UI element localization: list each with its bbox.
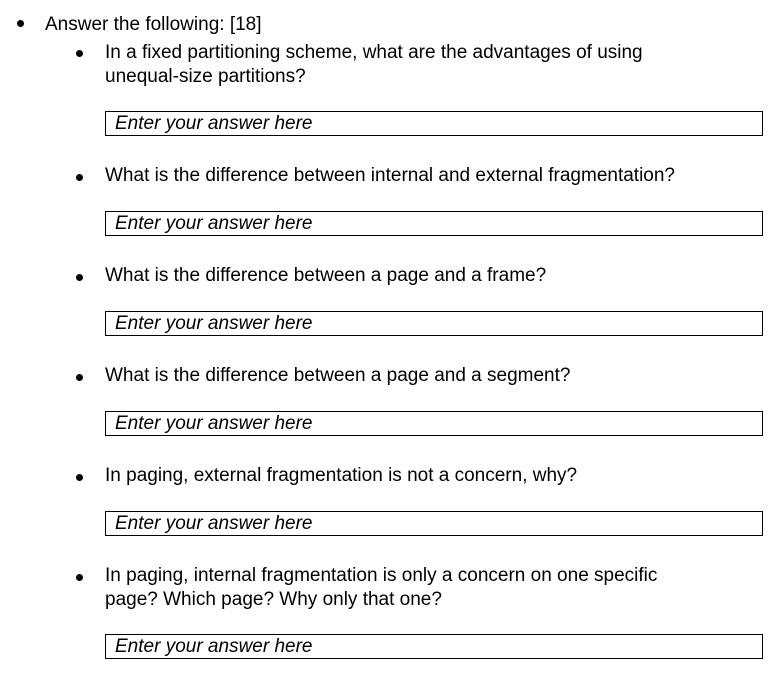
answer-field[interactable] [105, 411, 763, 436]
question-text: What is the difference between a page and a segment? [105, 365, 571, 386]
section-heading: Answer the following: [18] [45, 14, 262, 35]
answer-field[interactable] [105, 111, 763, 136]
question-text: In paging, internal fragmentation is only a concern on one specific page? Which page? Why only that one? [105, 565, 658, 610]
bullet-icon [76, 274, 83, 281]
bullet-icon [76, 50, 83, 57]
answer-field[interactable] [105, 634, 763, 659]
question-text: In a fixed partitioning scheme, what are the advantages of using unequal-size partitions? [105, 42, 643, 87]
answer-field[interactable] [105, 311, 763, 336]
question-text: What is the difference between a page and a frame? [105, 265, 547, 286]
bullet-icon [17, 20, 24, 27]
answer-placeholder: Enter your answer here [115, 636, 313, 657]
answer-field[interactable] [105, 211, 763, 236]
bullet-icon [76, 374, 83, 381]
answer-placeholder: Enter your answer here [115, 213, 313, 234]
bullet-icon [76, 574, 83, 581]
answer-placeholder: Enter your answer here [115, 113, 313, 134]
bullet-icon [76, 174, 83, 181]
answer-field[interactable] [105, 511, 763, 536]
answer-placeholder: Enter your answer here [115, 513, 313, 534]
answer-placeholder: Enter your answer here [115, 313, 313, 334]
answer-placeholder: Enter your answer here [115, 413, 313, 434]
question-text: What is the difference between internal and external fragmentation? [105, 165, 675, 186]
question-text: In paging, external fragmentation is not a concern, why? [105, 465, 578, 486]
bullet-icon [76, 474, 83, 481]
